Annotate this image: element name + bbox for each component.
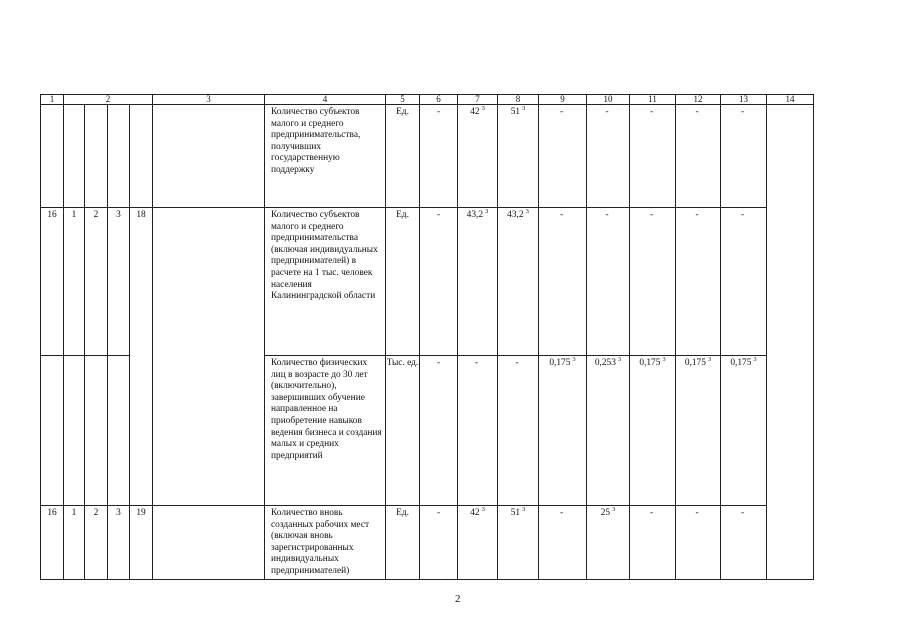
- value-cell-8: 51 $^3$: [498, 506, 539, 580]
- value-cell-8: 43,2 $^3$: [498, 208, 539, 356]
- header-cell: 1: [41, 95, 64, 105]
- value-cell-9: 0,175 $^3$: [539, 356, 587, 506]
- header-cell: 3: [153, 95, 265, 105]
- header-cell: 5: [386, 95, 420, 105]
- table-row: [41, 105, 814, 208]
- value-cell-12: -: [676, 105, 721, 208]
- value-cell-11: 0,175 $^3$: [630, 356, 676, 506]
- code-cell: [41, 105, 64, 208]
- unit-cell: Ед.: [386, 208, 420, 356]
- header-cell: 2: [64, 95, 153, 105]
- code-cell: [108, 105, 130, 208]
- value-cell-9: -: [539, 105, 587, 208]
- value-cell-10: 0,253 $^3$: [587, 356, 630, 506]
- value-cell-7: 42 $^3$: [458, 105, 498, 208]
- code-cell: 16: [41, 506, 64, 580]
- header-cell: 4: [265, 95, 386, 105]
- header-cell: 7: [458, 95, 498, 105]
- value-cell-6: -: [420, 105, 458, 208]
- page-number: 2: [455, 593, 461, 605]
- code-cell: 19: [130, 506, 153, 580]
- value-cell-8: 51 $^3$: [498, 105, 539, 208]
- column-number-header: [41, 95, 814, 105]
- value-cell-12: -: [676, 506, 721, 580]
- value-cell-13: 0,175 $^3$: [721, 356, 767, 506]
- scan-mark: ': [446, 576, 447, 580]
- value-cell-6: -: [420, 356, 458, 506]
- code-cell: 1: [64, 506, 85, 580]
- code-cell: [64, 356, 85, 506]
- program-cell: [153, 105, 265, 208]
- value-cell-13: -: [721, 506, 767, 580]
- indicators-table: [40, 94, 814, 580]
- code-cell: [130, 105, 153, 208]
- header-cell: 11: [630, 95, 676, 105]
- value-cell-6: -: [420, 208, 458, 356]
- code-cell: [85, 105, 108, 208]
- program-cell: [153, 208, 265, 506]
- value-cell-8: -: [498, 356, 539, 506]
- value-cell-9: -: [539, 208, 587, 356]
- value-cell-10: -: [587, 105, 630, 208]
- value-cell-12: 0,175 $^3$: [676, 356, 721, 506]
- code-cell: [85, 356, 108, 506]
- code-cell: 3: [108, 506, 130, 580]
- value-cell-10: -: [587, 208, 630, 356]
- value-cell-13: -: [721, 208, 767, 356]
- indicator-name: Количество субъектов малого и среднего предпринимательства (включая индивидуальных предпринимателей) в расчете на 1 тыс. человек населения Калининградской области: [265, 208, 386, 356]
- unit-cell: Тыс. ед.: [386, 356, 420, 506]
- program-cell: [153, 506, 265, 580]
- code-cell: [64, 105, 85, 208]
- code-cell: 2: [85, 506, 108, 580]
- code-cell: [108, 356, 130, 506]
- header-cell: 12: [676, 95, 721, 105]
- value-cell-11: -: [630, 105, 676, 208]
- header-cell: 13: [721, 95, 767, 105]
- header-cell: 10: [587, 95, 630, 105]
- value-cell-6: -: [420, 506, 458, 580]
- header-cell: 9: [539, 95, 587, 105]
- code-cell: 1: [64, 208, 85, 356]
- value-cell-11: -: [630, 506, 676, 580]
- header-cell: 6: [420, 95, 458, 105]
- header-cell: 8: [498, 95, 539, 105]
- code-cell: 16: [41, 208, 64, 356]
- unit-cell: Ед.: [386, 506, 420, 580]
- header-cell: 14: [767, 95, 814, 105]
- value-cell-13: -: [721, 105, 767, 208]
- code-cell: 2: [85, 208, 108, 356]
- value-cell-7: 42 $^3$: [458, 506, 498, 580]
- value-cell-7: 43,2 $^3$: [458, 208, 498, 356]
- value-cell-7: -: [458, 356, 498, 506]
- table-row: [41, 506, 814, 580]
- indicator-name: Количество вновь созданных рабочих мест (включая вновь зарегистрированных индивидуальных предпринимателей): [265, 506, 386, 580]
- value-cell-11: -: [630, 208, 676, 356]
- value-cell-12: -: [676, 208, 721, 356]
- value-cell-10: 25 $^3$: [587, 506, 630, 580]
- table-row: [41, 208, 814, 356]
- notes-cell: [767, 105, 814, 580]
- indicator-name: Количество субъектов малого и среднего предпринимательства, получивших государственную поддержку: [265, 105, 386, 208]
- code-cell: 18: [130, 208, 153, 506]
- code-cell: 3: [108, 208, 130, 356]
- value-cell-9: -: [539, 506, 587, 580]
- unit-cell: Ед.: [386, 105, 420, 208]
- code-cell: [41, 356, 64, 506]
- indicator-name: Количество физических лиц в возрасте до 30 лет (включительно), завершивших обучение направленное на приобретение навыков ведения бизнеса и создания малых и средних предприятий: [265, 356, 386, 506]
